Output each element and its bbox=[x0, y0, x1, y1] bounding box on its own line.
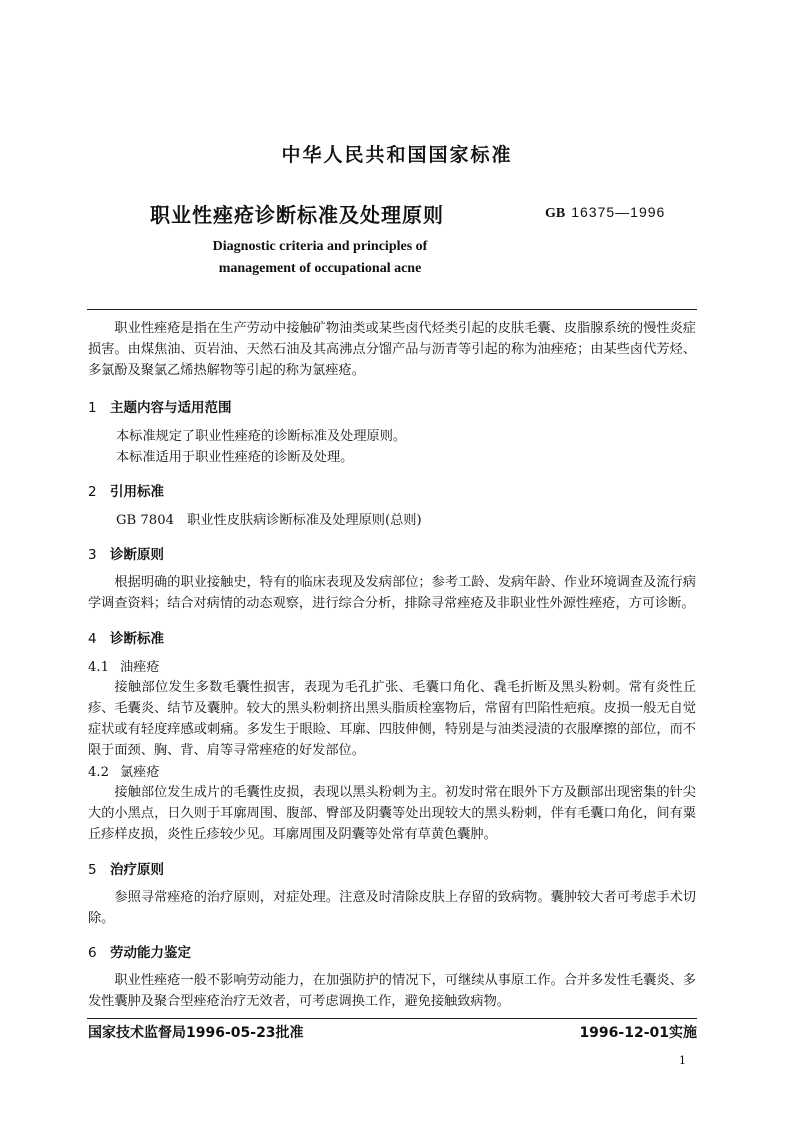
subsection-4-2-paragraph: 接触部位发生成片的毛囊性皮损，表现以黑头粉刺为主。初发时常在眼外下方及颧部出现密集的针尖大的小黑点，日久则于耳廓周围、腹部、臀部及阴囊等处出现较大的黑头粉刺，伴有毛囊口角化，间有粟丘疹样皮损，炎性丘疹较少见。耳廓周围及阴囊等处常有草黄色囊肿。 bbox=[88, 785, 696, 842]
section-5-title: 治疗原则 bbox=[110, 862, 164, 878]
standard-code-prefix: GB bbox=[545, 206, 566, 221]
footer-divider bbox=[87, 1018, 697, 1019]
section-2-title: 引用标准 bbox=[110, 484, 164, 500]
section-3-heading bbox=[88, 543, 164, 563]
section-5-heading bbox=[88, 858, 164, 878]
section-3-paragraph-1: 根据明确的职业接触史，特有的临床表现及发病部位；参考工龄、发病年龄、作业环境调查及流行病学调查资料；结合对病情的动态观察，进行综合分析，排除寻常痤疮及非职业性外源性痤疮，方可诊断。 bbox=[88, 575, 696, 611]
section-5-paragraph-1: 参照寻常痤疮的治疗原则，对症处理。注意及时清除皮肤上存留的致病物。囊肿较大者可考虑手术切除。 bbox=[88, 890, 696, 926]
subsection-4-1-heading bbox=[88, 656, 160, 675]
intro-paragraph: 职业性痤疮是指在生产劳动中接触矿物油类或某些卤代烃类引起的皮肤毛囊、皮脂腺系统的慢性炎症损害。由煤焦油、页岩油、天然石油及其高沸点分馏产品与沥青等引起的称为油痤疮；由某些卤代芳烃、多氯酚及聚氯乙烯热解物等引起的称为氯痤疮。 bbox=[88, 321, 696, 378]
page-number: 1 bbox=[679, 1054, 686, 1067]
header-divider bbox=[87, 309, 697, 310]
implementation-line: 1996-12-01实施 bbox=[579, 1025, 697, 1041]
section-4-title: 诊断标准 bbox=[110, 631, 164, 647]
subsection-4-1-number: 4.1 bbox=[88, 660, 109, 675]
section-4-number: 4 bbox=[88, 631, 97, 647]
section-3-title: 诊断原则 bbox=[110, 547, 164, 563]
standard-code bbox=[545, 204, 665, 222]
subsection-4-1-paragraph: 接触部位发生多数毛囊性损害，表现为毛孔扩张、毛囊口角化、毳毛折断及黑头粉刺。常有炎性丘疹、毛囊炎、结节及囊肿。较大的黑头粉刺挤出黑头脂质栓塞物后，常留有凹陷性疤痕。皮损一般无自觉症状或有轻度痒感或刺痛。多发生于眼睑、耳廓、四肢伸侧，特别是与油类浸渍的衣服摩擦的部位，而不限于面颈、胸、背、肩等寻常痤疮的好发部位。 bbox=[88, 680, 696, 758]
section-1-paragraph-2: 本标准适用于职业性痤疮的诊断及处理。 bbox=[116, 450, 354, 465]
subsection-4-2-title: 氯痤疮 bbox=[120, 765, 160, 780]
section-1-heading bbox=[88, 396, 232, 416]
national-standard-heading: 中华人民共和国国家标准 bbox=[281, 144, 513, 166]
document-title: 职业性痤疮诊断标准及处理原则 bbox=[150, 203, 444, 227]
subsection-4-1-title: 油痤疮 bbox=[120, 660, 160, 675]
section-6-paragraph-1: 职业性痤疮一般不影响劳动能力，在加强防护的情况下，可继续从事原工作。合并多发性毛囊炎、多发性囊肿及聚合型痤疮治疗无效者，可考虑调换工作，避免接触致病物。 bbox=[88, 973, 696, 1009]
section-6-title: 劳动能力鉴定 bbox=[110, 945, 191, 961]
english-title bbox=[200, 236, 440, 280]
section-1-paragraph-1: 本标准规定了职业性痤疮的诊断标准及处理原则。 bbox=[116, 429, 407, 444]
subsection-4-2-heading bbox=[88, 761, 160, 780]
section-1-number: 1 bbox=[88, 400, 97, 416]
section-6-number: 6 bbox=[88, 945, 97, 961]
section-2-paragraph-1: GB 7804 职业性皮肤病诊断标准及处理原则(总则) bbox=[116, 513, 422, 528]
section-3-number: 3 bbox=[88, 547, 97, 563]
section-2-heading bbox=[88, 480, 164, 500]
section-2-number: 2 bbox=[88, 484, 97, 500]
standard-code-number: 16375—1996 bbox=[571, 204, 666, 220]
subsection-4-2-number: 4.2 bbox=[88, 765, 109, 780]
english-title-line-2: management of occupational acne bbox=[218, 261, 422, 276]
section-5-number: 5 bbox=[88, 862, 97, 878]
section-6-heading bbox=[88, 941, 191, 961]
english-title-line-1: Diagnostic criteria and principles of bbox=[212, 239, 428, 254]
section-1-title: 主题内容与适用范围 bbox=[110, 400, 232, 416]
approval-line: 国家技术监督局1996-05-23批准 bbox=[88, 1025, 304, 1041]
section-4-heading bbox=[88, 627, 164, 647]
